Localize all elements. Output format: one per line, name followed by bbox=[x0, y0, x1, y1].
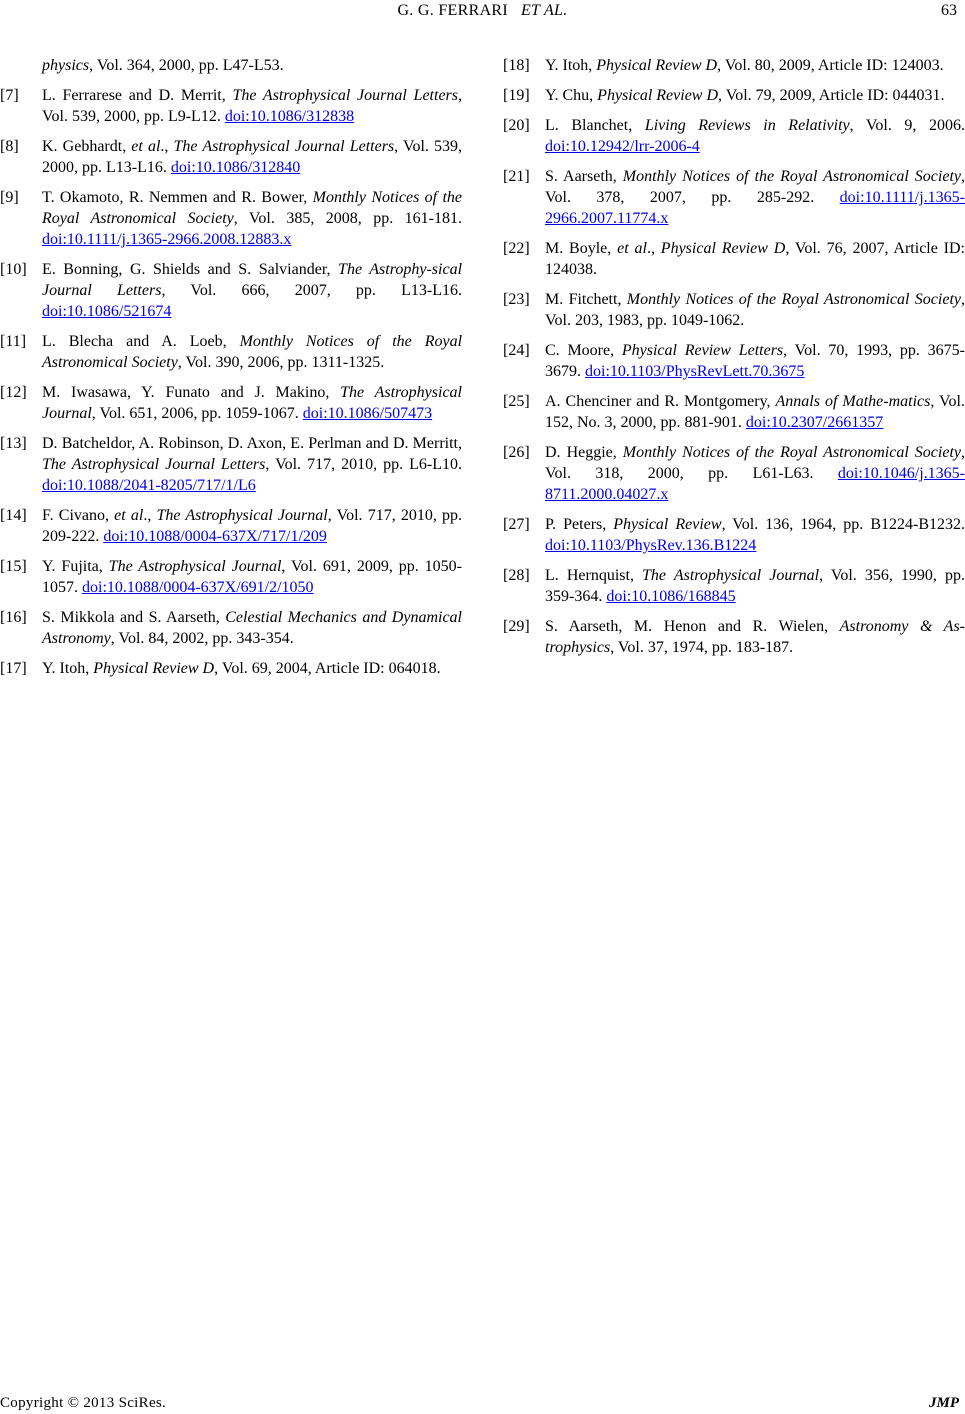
reference-details: , Vol. 37, 1974, pp. 183-187. bbox=[610, 639, 794, 656]
reference-number: [20] bbox=[503, 117, 530, 134]
reference-number: [19] bbox=[503, 87, 530, 104]
page-header bbox=[0, 2, 965, 24]
reference-journal: The Astrophysical Journal bbox=[156, 507, 328, 524]
reference-details: , Vol. 356, 1990, pp. 359-364. bbox=[545, 567, 965, 605]
reference-title: Celestial Mechanics and Dynamical Astronomy bbox=[42, 609, 462, 647]
reference-entry bbox=[0, 136, 463, 178]
reference-entry bbox=[503, 565, 965, 607]
reference-details: , Vol. 84, 2002, pp. 343-354. bbox=[110, 630, 294, 647]
reference-details: , Vol. 539, 2000, pp. L13-L16. bbox=[42, 138, 463, 176]
reference-details: ., bbox=[143, 507, 157, 524]
reference-number: [9] bbox=[0, 189, 19, 206]
doi-link[interactable]: doi:10.2307/2661357 bbox=[745, 414, 884, 431]
reference-title: Annals of Mathe-matics bbox=[775, 393, 931, 410]
doi-link[interactable]: doi:10.1086/312840 bbox=[170, 159, 301, 176]
reference-title: Physical Review Letters bbox=[621, 342, 784, 359]
doi-link[interactable]: doi:10.1046/j.1365-8711.2000.04027.x bbox=[545, 465, 965, 503]
reference-journal: The Astrophysical Journal Letters bbox=[173, 138, 395, 155]
reference-entry bbox=[0, 433, 463, 496]
reference-authors: Y. Chu, bbox=[545, 87, 598, 104]
reference-entry bbox=[503, 85, 965, 106]
reference-number: [13] bbox=[0, 435, 27, 452]
reference-entry bbox=[503, 55, 965, 76]
reference-entry bbox=[503, 166, 965, 229]
reference-entry bbox=[503, 514, 965, 556]
reference-details: , Vol. 152, No. 3, 2000, pp. 881-901. bbox=[545, 393, 965, 431]
doi-link[interactable]: doi:10.1086/507473 bbox=[302, 405, 433, 422]
reference-title: Physical Review D bbox=[596, 57, 718, 74]
reference-title: Monthly Notices of the Royal Astronomical Society bbox=[626, 291, 962, 308]
reference-entry bbox=[0, 331, 463, 373]
reference-entry bbox=[503, 340, 965, 382]
reference-authors: L. Ferrarese and D. Merrit, bbox=[42, 87, 233, 104]
reference-details: ., bbox=[160, 138, 174, 155]
reference-authors: M. Iwasawa, Y. Funato and J. Makino, bbox=[42, 384, 341, 401]
reference-title: Physical Review D bbox=[597, 87, 719, 104]
reference-number: [28] bbox=[503, 567, 530, 584]
doi-link[interactable]: doi:10.1103/PhysRev.136.B1224 bbox=[545, 537, 757, 554]
reference-number: [24] bbox=[503, 342, 530, 359]
reference-details: , Vol. 385, 2008, pp. 161-181. bbox=[233, 210, 462, 227]
reference-title: The Astrophysical Journal bbox=[42, 384, 462, 422]
reference-title: The Astrophysical Journal bbox=[642, 567, 820, 584]
reference-details: , Vol. 651, 2006, pp. 1059-1067. bbox=[91, 405, 303, 422]
doi-link[interactable]: doi:10.1111/j.1365-2966.2008.12883.x bbox=[42, 231, 292, 248]
doi-link[interactable]: doi:10.12942/lrr-2006-4 bbox=[545, 138, 700, 155]
doi-link[interactable]: doi:10.1086/312838 bbox=[224, 108, 355, 125]
reference-authors: A. Chenciner and R. Montgomery, bbox=[545, 393, 776, 410]
reference-details: , Vol. 79, 2009, Article ID: 044031. bbox=[718, 87, 945, 104]
reference-title: The Astrophysical Journal Letters bbox=[232, 87, 459, 104]
reference-authors: E. Bonning, G. Shields and S. Salviander, bbox=[42, 261, 339, 278]
reference-details: , Vol. 76, 2007, Article ID: 124038. bbox=[545, 240, 965, 278]
doi-link[interactable]: doi:10.1088/0004-637X/691/2/1050 bbox=[82, 579, 314, 596]
reference-title: et al bbox=[114, 507, 144, 524]
reference-details: , Vol. 9, 2006. bbox=[849, 117, 965, 134]
reference-details: , Vol. 378, 2007, pp. 285-292. bbox=[545, 168, 965, 206]
reference-entry bbox=[503, 616, 965, 658]
reference-number: [23] bbox=[503, 291, 530, 308]
continuation-italic: physics bbox=[42, 57, 90, 74]
reference-authors: M. Boyle, bbox=[545, 240, 618, 257]
reference-journal: Physical Review D bbox=[660, 240, 786, 257]
reference-entry bbox=[0, 187, 462, 250]
reference-number: [16] bbox=[0, 609, 27, 626]
reference-number: [10] bbox=[0, 261, 27, 278]
reference-number: [27] bbox=[503, 516, 530, 533]
reference-number: [26] bbox=[503, 444, 530, 461]
reference-authors: S. Aarseth, M. Henon and R. Wielen, bbox=[545, 618, 840, 635]
references-right-column bbox=[503, 55, 965, 667]
reference-number: [18] bbox=[503, 57, 530, 74]
reference-number: [11] bbox=[0, 333, 27, 350]
reference-title: et al bbox=[617, 240, 647, 257]
reference-details: ., bbox=[646, 240, 661, 257]
reference-title: Astronomy & As-trophysics bbox=[545, 618, 965, 656]
reference-authors: L. Hernquist, bbox=[545, 567, 643, 584]
reference-authors: Y. Itoh, bbox=[42, 660, 94, 677]
reference-entry bbox=[0, 382, 462, 424]
doi-link[interactable]: doi:10.1111/j.1365-2966.2007.11774.x bbox=[545, 189, 965, 227]
reference-details: , Vol. 666, 2007, pp. L13-L16. bbox=[161, 282, 463, 299]
reference-authors: S. Mikkola and S. Aarseth, bbox=[42, 609, 226, 626]
reference-entry bbox=[503, 391, 965, 433]
reference-details: , Vol. 203, 1983, pp. 1049-1062. bbox=[545, 291, 965, 329]
reference-details: , Vol. 70, 1993, pp. 3675-3679. bbox=[545, 342, 965, 380]
continuation-text: , Vol. 364, 2000, pp. L47-L53. bbox=[89, 57, 284, 74]
reference-entry bbox=[0, 85, 463, 127]
page-number: 63 bbox=[941, 2, 957, 19]
authors-plain: G. G. FERRARI bbox=[397, 2, 509, 19]
reference-number: [8] bbox=[0, 138, 19, 155]
reference-title: The Astrophysical Journal Letters bbox=[42, 456, 266, 473]
reference-details: , Vol. 717, 2010, pp. 209-222. bbox=[42, 507, 463, 545]
reference-number: [25] bbox=[503, 393, 530, 410]
reference-details: , Vol. 136, 1964, pp. B1224-B1232. bbox=[721, 516, 965, 533]
reference-authors: Y. Fujita, bbox=[42, 558, 109, 575]
reference-authors: T. Okamoto, R. Nemmen and R. Bower, bbox=[42, 189, 313, 206]
reference-title: Monthly Notices of the Royal Astronomical Society bbox=[42, 189, 462, 227]
reference-title: The Astrophysical Journal bbox=[108, 558, 282, 575]
reference-number: [12] bbox=[0, 384, 27, 401]
reference-details: , Vol. 717, 2010, pp. L6-L10. bbox=[265, 456, 463, 473]
reference-entry bbox=[503, 289, 965, 331]
reference-title: Physical Review D bbox=[93, 660, 215, 677]
reference-authors: S. Aarseth, bbox=[545, 168, 623, 185]
reference-details: , Vol. 390, 2006, pp. 1311-1325. bbox=[177, 354, 385, 371]
reference-authors: K. Gebhardt, bbox=[42, 138, 132, 155]
reference-title: Monthly Notices of the Royal Astronomical Society bbox=[622, 168, 961, 185]
reference-authors: C. Moore, bbox=[545, 342, 622, 359]
reference-entry bbox=[0, 505, 463, 547]
reference-number: [15] bbox=[0, 558, 27, 575]
journal-abbreviation: JMP bbox=[929, 1395, 959, 1411]
reference-details: , Vol. 539, 2000, pp. L9-L12. bbox=[42, 87, 463, 125]
reference-authors: L. Blanchet, bbox=[545, 117, 645, 134]
reference-title: Monthly Notices of the Royal Astronomical Society bbox=[42, 333, 463, 371]
doi-link[interactable]: doi:10.1086/521674 bbox=[42, 303, 172, 320]
reference-authors: D. Heggie, bbox=[545, 444, 623, 461]
reference-details: , Vol. 691, 2009, pp. 1050-1057. bbox=[42, 558, 462, 596]
reference-entry bbox=[503, 238, 965, 280]
references-left-column bbox=[0, 55, 463, 688]
reference-details: , Vol. 80, 2009, Article ID: 124003. bbox=[717, 57, 944, 74]
reference-details: , Vol. 69, 2004, Article ID: 064018. bbox=[214, 660, 441, 677]
copyright-notice: Copyright © 2013 SciRes. bbox=[0, 1395, 167, 1411]
reference-title: The Astrophy-sical Journal Letters bbox=[42, 261, 463, 299]
page-footer bbox=[0, 1395, 965, 1414]
reference-authors: D. Batcheldor, A. Robinson, D. Axon, E. Perlman and D. Merritt, bbox=[42, 435, 462, 452]
reference-authors: M. Fitchett, bbox=[545, 291, 627, 308]
reference-number: [21] bbox=[503, 168, 530, 185]
authors-italic: ET AL. bbox=[520, 2, 568, 19]
reference-title: Living Reviews in Relativity bbox=[644, 117, 850, 134]
reference-entry bbox=[503, 115, 965, 157]
reference-entry bbox=[0, 607, 462, 649]
reference-entry bbox=[0, 259, 463, 322]
reference-number: [7] bbox=[0, 87, 19, 104]
reference-authors: F. Civano, bbox=[42, 507, 115, 524]
reference-entry bbox=[503, 442, 965, 505]
reference-title: et al bbox=[131, 138, 161, 155]
reference-details: , Vol. 318, 2000, pp. L61-L63. bbox=[545, 444, 965, 482]
reference-title: Physical Review bbox=[613, 516, 722, 533]
doi-link[interactable]: doi:10.1088/0004-637X/717/1/209 bbox=[103, 528, 327, 545]
reference-number: [17] bbox=[0, 660, 27, 677]
reference-title: Monthly Notices of the Royal Astronomical Society bbox=[622, 444, 961, 461]
reference-number: [14] bbox=[0, 507, 27, 524]
doi-link[interactable]: doi:10.1086/168845 bbox=[606, 588, 736, 605]
reference-entry bbox=[0, 556, 462, 598]
reference-authors: Y. Itoh, bbox=[545, 57, 597, 74]
reference-authors: P. Peters, bbox=[545, 516, 614, 533]
reference-number: [29] bbox=[503, 618, 530, 635]
reference-authors: L. Blecha and A. Loeb, bbox=[42, 333, 240, 350]
reference-continuation bbox=[42, 55, 462, 76]
doi-link[interactable]: doi:10.1103/PhysRevLett.70.3675 bbox=[585, 363, 805, 380]
reference-number: [22] bbox=[503, 240, 530, 257]
doi-link[interactable]: doi:10.1088/2041-8205/717/1/L6 bbox=[42, 477, 256, 494]
running-head-authors bbox=[0, 2, 965, 20]
reference-entry bbox=[0, 658, 462, 679]
